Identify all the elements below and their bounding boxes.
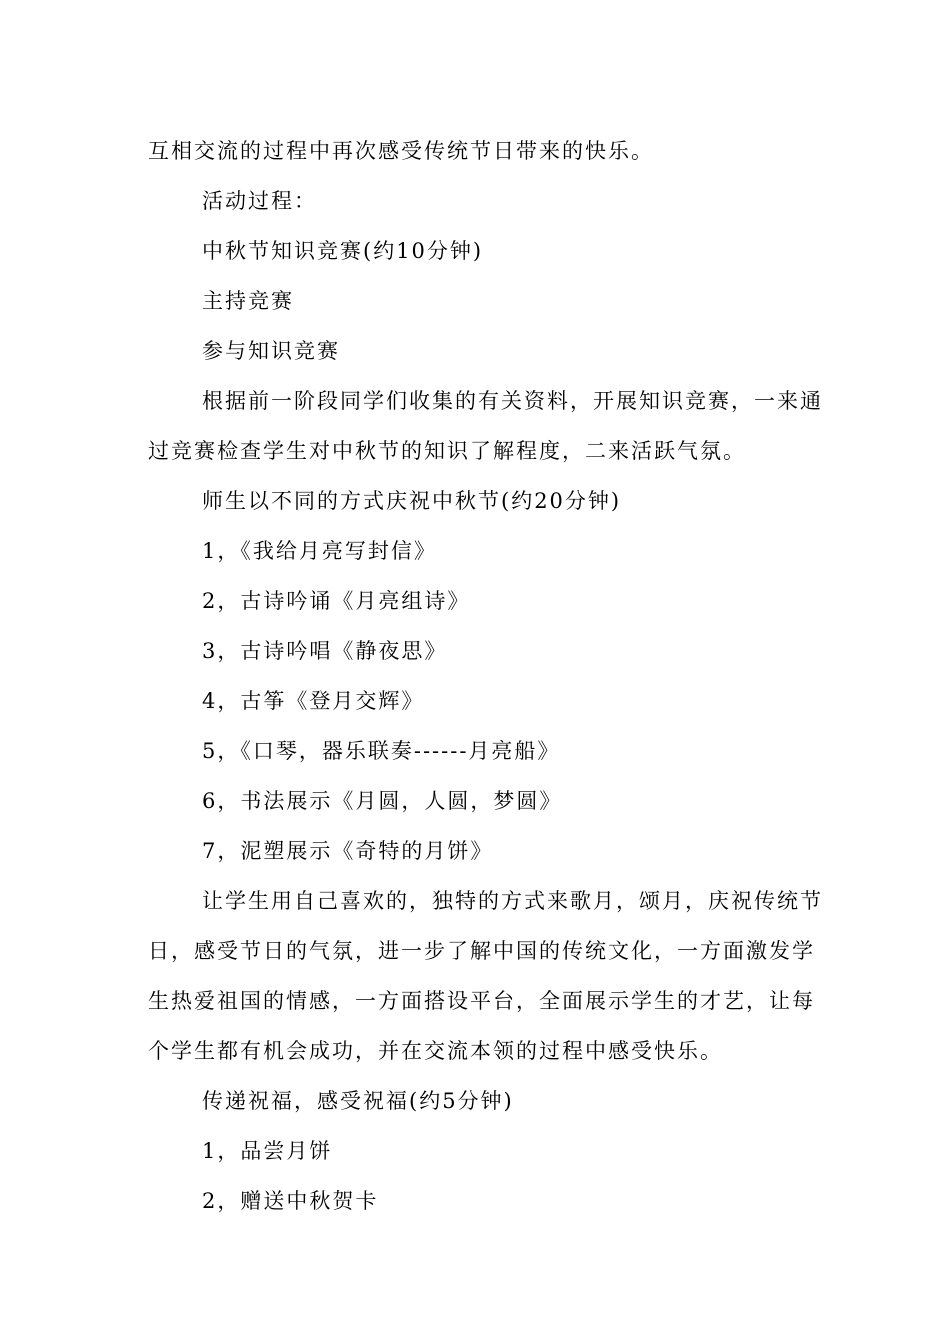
join-quiz-line: 参与知识竞赛 <box>202 339 340 363</box>
list-item: 2，古诗吟诵《月亮组诗》 <box>202 589 471 613</box>
quiz-description-line-2: 过竞赛检查学生对中秋节的知识了解程度，二来活跃气氛。 <box>148 439 746 463</box>
celebration-description-line-3: 生热爱祖国的情感，一方面搭设平台，全面展示学生的才艺，让每 <box>148 989 815 1013</box>
list-item: 2，赠送中秋贺卡 <box>202 1189 379 1213</box>
list-item: 6，书法展示《月圆，人圆，梦圆》 <box>202 789 563 813</box>
quiz-description-line-1: 根据前一阶段同学们收集的有关资料，开展知识竞赛，一来通 <box>202 389 823 413</box>
list-item: 1，《我给月亮写封信》 <box>202 539 437 563</box>
celebration-description-line-1: 让学生用自己喜欢的，独特的方式来歌月，颂月，庆祝传统节 <box>202 889 823 913</box>
list-item: 5，《口琴，器乐联奏------月亮船》 <box>202 739 561 763</box>
list-item: 1，品尝月饼 <box>202 1139 333 1163</box>
activity-process-heading: 活动过程： <box>202 189 317 213</box>
celebration-description-line-2: 日，感受节日的气氛，进一步了解中国的传统文化，一方面激发学 <box>148 939 815 963</box>
blessing-section-title: 传递祝福，感受祝福(约5分钟) <box>202 1089 514 1113</box>
host-quiz-line: 主持竞赛 <box>202 289 294 313</box>
list-item: 4，古筝《登月交辉》 <box>202 689 425 713</box>
quiz-section-title: 中秋节知识竞赛(约10分钟) <box>202 239 484 263</box>
celebration-description-line-4: 个学生都有机会成功，并在交流本领的过程中感受快乐。 <box>148 1039 723 1063</box>
list-item: 3，古诗吟唱《静夜思》 <box>202 639 448 663</box>
paragraph-continuation-line: 互相交流的过程中再次感受传统节日带来的快乐。 <box>148 139 654 163</box>
list-item: 7，泥塑展示《奇特的月饼》 <box>202 839 494 863</box>
celebration-section-title: 师生以不同的方式庆祝中秋节(约20分钟) <box>202 489 622 513</box>
